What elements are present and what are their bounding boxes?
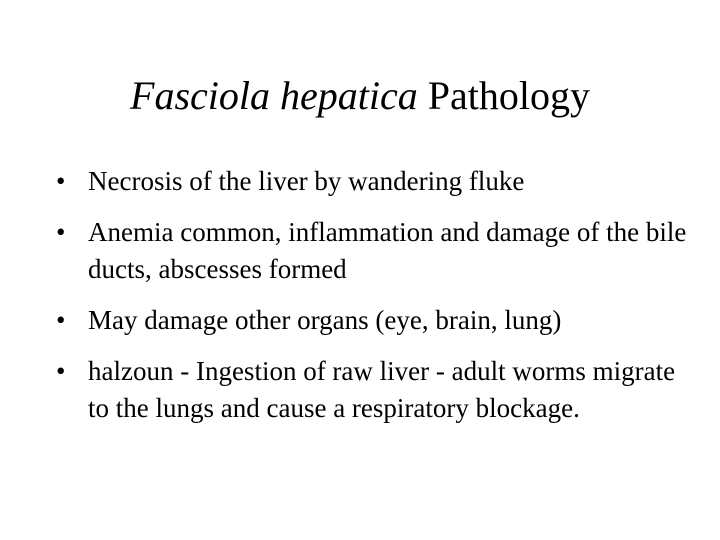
bullet-text: Anemia common, inflammation and damage of the bile ducts, abscesses formed	[88, 217, 687, 284]
bullet-marker: •	[56, 217, 66, 247]
bullet-marker: •	[56, 166, 66, 196]
slide-title	[0, 70, 720, 122]
bullet-item-anemia	[56, 214, 696, 288]
title-topic: Pathology	[427, 73, 590, 118]
bullet-item-necrosis	[56, 163, 696, 200]
title-species-name: Fasciola hepatica	[130, 73, 418, 118]
bullet-list	[56, 163, 696, 441]
bullet-text: May damage other organs (eye, brain, lung)	[88, 305, 562, 335]
bullet-item-halzoun	[56, 353, 696, 427]
bullet-marker: •	[56, 356, 66, 386]
bullet-marker: •	[56, 305, 66, 335]
bullet-item-other-organs	[56, 302, 696, 339]
bullet-text: halzoun - Ingestion of raw liver - adult worms migrate to the lungs and cause a respiratory blockage.	[88, 356, 676, 423]
bullet-text: Necrosis of the liver by wandering fluke	[88, 166, 525, 196]
